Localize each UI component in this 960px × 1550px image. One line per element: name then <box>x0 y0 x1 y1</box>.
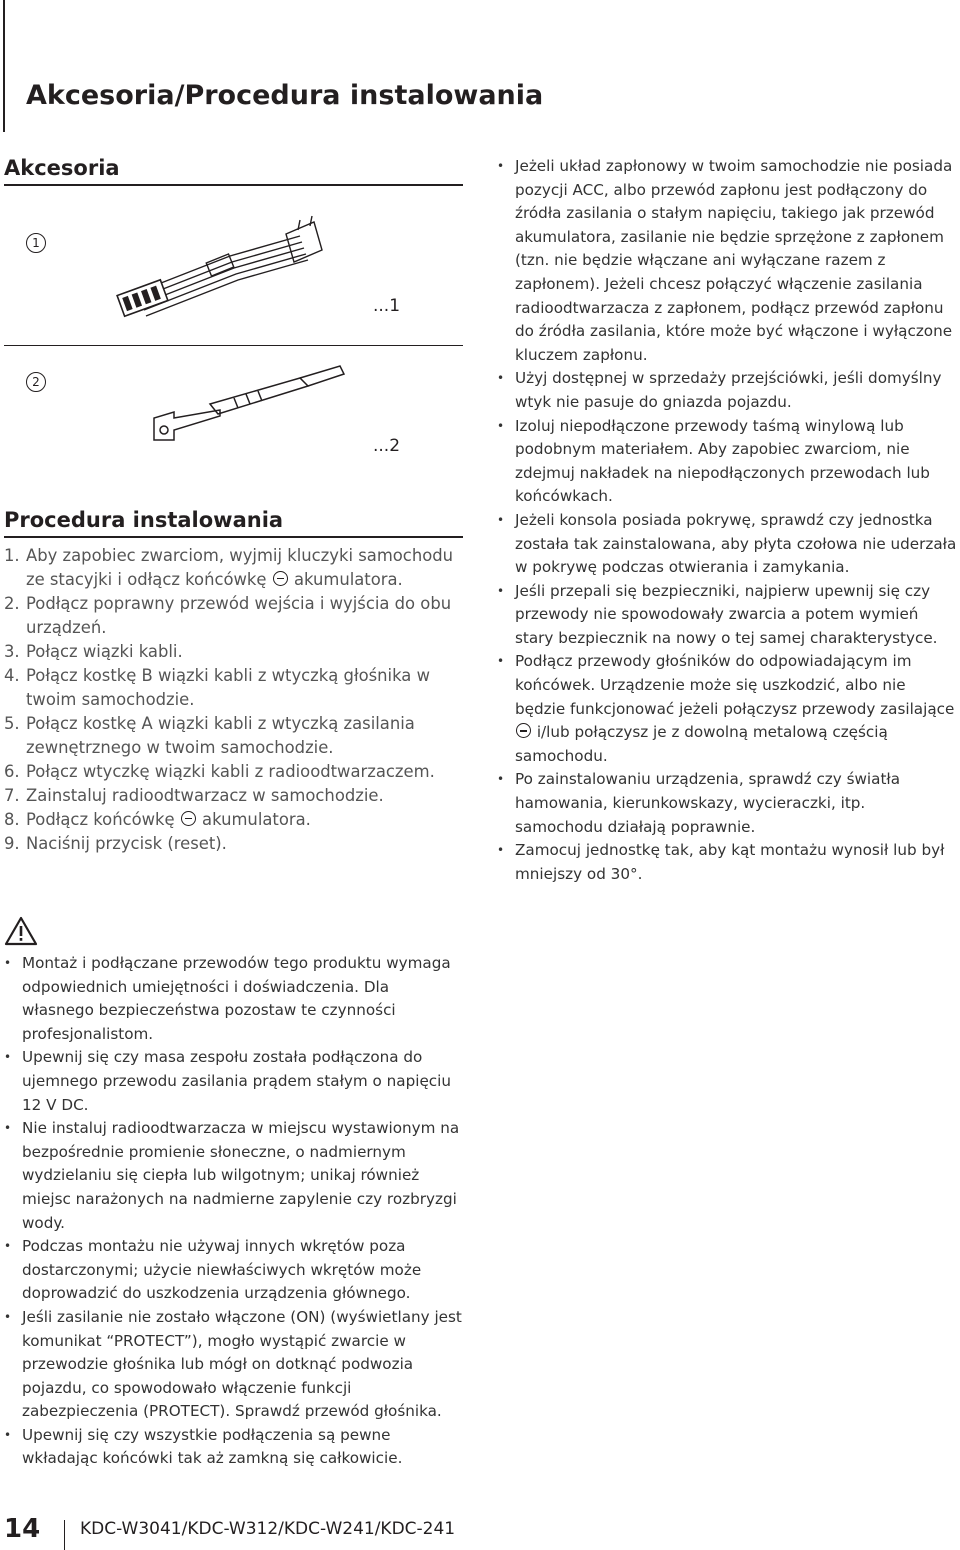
note-item: • Po zainstalowaniu urządzenia, sprawdź czy światła hamowania, kierunkowskazy, wycieraczki, itp. samochodu działają poprawnie. <box>497 768 957 839</box>
procedure-step: 3. Połącz wiązki kabli. <box>4 642 183 661</box>
note-item: • Jeżeli układ zapłonowy w twoim samochodzie nie posiada pozycji ACC, albo przewód zapłonu jest podłączony do źródła zasilania o stałym napięciu, takiego jak przewód akumulatora, zasilanie nie będzie sprzężone z zapłonem (tzn. nie będzie włączane ani wyłączane razem z zapłonem). Jeżeli chcesz połączyć włączenie zasilania radioodtwarzacza z zapłonem, podłącz przewód zapłonu do źródła zasilania, które może być włączone i wyłączone kluczem zapłonu. <box>497 155 957 367</box>
page-number: 14 <box>4 1514 41 1544</box>
accessory-2-number: 2 <box>26 372 46 392</box>
warning-item: • Podczas montażu nie używaj innych wkrętów poza dostarczonymi; użycie niewłaściwych wkrętów może doprowadzić do uszkodzenia urządzenia głównego. <box>4 1235 464 1306</box>
note-item: • Izoluj niepodłączone przewody taśmą winylową lub podobnym materiałem. Aby zapobiec zwarciom, nie zdejmuj nakładek na niepodłączonych przewodach lub końcówkach. <box>497 415 957 509</box>
minus-terminal-icon <box>181 811 196 826</box>
minus-terminal-icon <box>516 723 531 738</box>
accessory-1-quantity: ...1 <box>373 296 401 316</box>
accessory-divider <box>4 345 463 346</box>
page-title: Akcesoria/Procedura instalowania <box>26 80 544 111</box>
warning-item: • Upewnij się czy wszystkie podłączenia są pewne wkładając końcówki tak aż zamkną się całkowicie. <box>4 1424 464 1471</box>
warning-item: • Jeśli zasilanie nie zostało włączone (ON) (wyświetlany jest komunikat “PROTECT”), mogło wystąpić zwarcie w przewodzie głośnika lub mógł on dotknąć podwozia pojazdu, co spowodowało włączenie funkcji zabezpieczenia (PROTECT). Sprawdź przewód głośnika. <box>4 1306 464 1424</box>
procedure-step: 2. Podłącz poprawny przewód wejścia i wyjścia do obu urządzeń. <box>4 594 452 637</box>
warning-icon <box>4 916 38 946</box>
installation-notes <box>497 155 957 886</box>
accessories-heading: Akcesoria <box>4 156 120 180</box>
procedure-steps <box>4 544 464 856</box>
procedure-step: 8. Podłącz końcówkę akumulatora. <box>4 810 311 829</box>
accessories-rule <box>4 184 463 186</box>
warning-item: • Montaż i podłączane przewodów tego produktu wymaga odpowiednich umiejętności i doświadczenia. Dla własnego bezpieczeństwa pozostaw te czynności profesjonalistom. <box>4 952 464 1046</box>
note-item: • Użyj dostępnej w sprzedaży przejściówki, jeśli domyślny wtyk nie pasuje do gniazda pojazdu. <box>497 367 957 414</box>
footer-divider <box>64 1520 65 1550</box>
extraction-key-icon <box>150 350 350 450</box>
minus-terminal-icon <box>273 571 288 586</box>
warning-item: • Nie instaluj radioodtwarzacza w miejscu wystawionym na bezpośrednie promienie słoneczne, o nadmiernym wydzielaniu się ciepła lub wilgotnym; unikaj również miejsc narażonych na nadmierne zapylenie czy rozbryzgi wody. <box>4 1117 464 1235</box>
procedure-step: 7. Zainstaluj radioodtwarzacz w samochodzie. <box>4 786 384 805</box>
note-item: • Zamocuj jednostkę tak, aby kąt montażu wynosił lub był mniejszy od 30°. <box>497 839 957 886</box>
note-item: • Jeśli przepali się bezpieczniki, najpierw upewnij się czy przewody nie spowodowały zwarcia a potem wymień stary bezpiecznik na nowy o tej samej charakterystyce. <box>497 580 957 651</box>
note-item: • Podłącz przewody głośników do odpowiadającym im końcówek. Urządzenie może się uszkodzić, albo nie będzie funkcjonować jeżeli połączysz przewody zasilające i/lub połączysz je z dowolną metalową częścią samochodu. <box>497 650 957 768</box>
procedure-step: 6. Połącz wtyczkę wiązki kabli z radioodtwarzaczem. <box>4 762 435 781</box>
procedure-heading: Procedura instalowania <box>4 508 284 532</box>
wiring-harness-icon <box>110 200 330 330</box>
procedure-step: 5. Połącz kostkę A wiązki kabli z wtyczką zasilania zewnętrznego w twoim samochodzie. <box>4 714 415 757</box>
accessory-1-number: 1 <box>26 233 46 253</box>
procedure-step: 4. Połącz kostkę B wiązki kabli z wtyczką głośnika w twoim samochodzie. <box>4 666 430 709</box>
procedure-rule <box>4 536 463 538</box>
accessory-2-quantity: ...2 <box>373 436 401 456</box>
warning-list <box>4 952 464 1471</box>
margin-rule <box>3 0 5 132</box>
procedure-step: 9. Naciśnij przycisk (reset). <box>4 834 227 853</box>
model-number: KDC-W3041/KDC-W312/KDC-W241/KDC-241 <box>80 1519 456 1539</box>
note-item: • Jeżeli konsola posiada pokrywę, sprawdź czy jednostka została tak zainstalowana, aby płyta czołowa nie uderzała w pokrywę podczas otwierania i zamykania. <box>497 509 957 580</box>
procedure-step: 1. Aby zapobiec zwarciom, wyjmij kluczyki samochodu ze stacyjki i odłącz końcówkę akumulatora. <box>4 546 454 589</box>
warning-item: • Upewnij się czy masa zespołu została podłączona do ujemnego przewodu zasilania prądem stałym o napięciu 12 V DC. <box>4 1046 464 1117</box>
